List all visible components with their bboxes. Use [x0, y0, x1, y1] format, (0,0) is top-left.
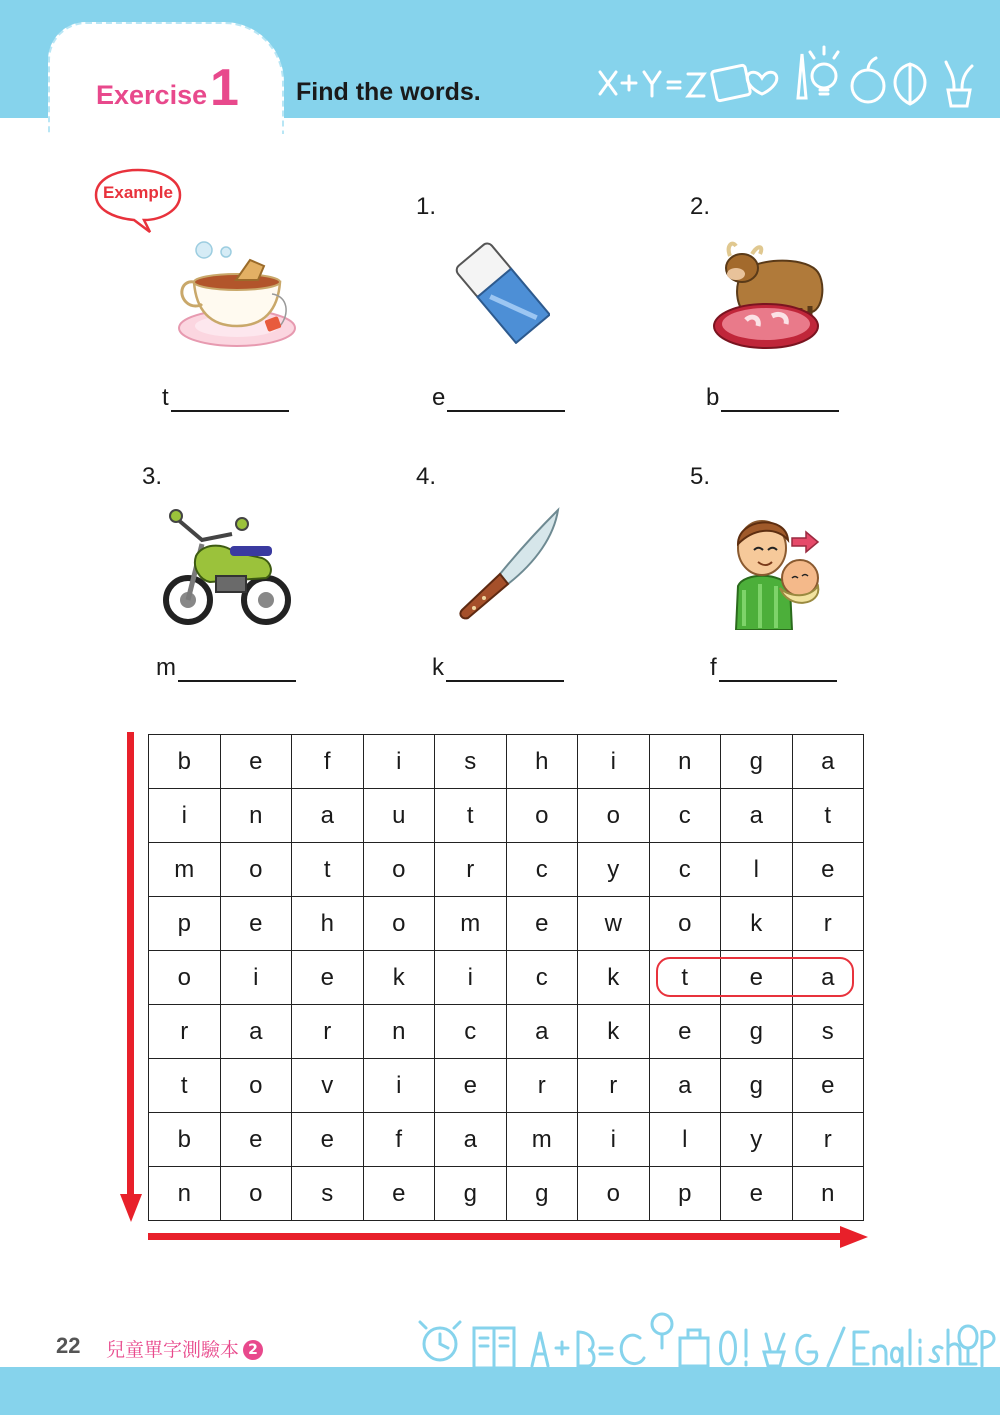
- item-number-5: 5.: [690, 463, 711, 490]
- volume-badge: 2: [243, 1340, 263, 1360]
- grid-cell[interactable]: o: [649, 897, 721, 951]
- grid-cell[interactable]: h: [292, 897, 364, 951]
- answer-first-letter: e: [432, 384, 446, 411]
- grid-cell[interactable]: r: [578, 1059, 650, 1113]
- grid-cell[interactable]: e: [649, 1005, 721, 1059]
- grid-cell[interactable]: r: [792, 897, 864, 951]
- grid-cell[interactable]: t: [649, 951, 721, 1005]
- grid-cell[interactable]: e: [292, 1113, 364, 1167]
- eraser-icon: [454, 240, 550, 344]
- grid-cell[interactable]: r: [435, 843, 507, 897]
- answer-blank[interactable]: [178, 656, 296, 682]
- exercise-label: Exercise: [96, 80, 208, 110]
- father-baby-icon: [730, 506, 830, 630]
- grid-cell[interactable]: n: [792, 1167, 864, 1221]
- grid-cell[interactable]: e: [792, 1059, 864, 1113]
- grid-row: [149, 1113, 864, 1167]
- grid-cell[interactable]: e: [220, 1113, 292, 1167]
- grid-cell[interactable]: g: [721, 1005, 793, 1059]
- grid-cell[interactable]: l: [721, 843, 793, 897]
- answer-line-2: [706, 384, 839, 412]
- answer-blank[interactable]: [719, 656, 837, 682]
- grid-cell[interactable]: i: [220, 951, 292, 1005]
- book-title-text: 兒童單字測驗本: [106, 1339, 240, 1361]
- grid-cell[interactable]: a: [435, 1113, 507, 1167]
- grid-cell[interactable]: r: [149, 1005, 221, 1059]
- grid-cell[interactable]: a: [792, 735, 864, 789]
- grid-cell[interactable]: r: [506, 1059, 578, 1113]
- grid-cell[interactable]: u: [363, 789, 435, 843]
- exercise-tab: [48, 22, 284, 134]
- grid-cell[interactable]: e: [721, 1167, 793, 1221]
- grid-cell[interactable]: a: [649, 1059, 721, 1113]
- book-title: [106, 1335, 263, 1362]
- grid-cell[interactable]: o: [220, 1059, 292, 1113]
- answer-line-1: [432, 384, 565, 412]
- answer-first-letter: m: [156, 654, 176, 681]
- grid-cell[interactable]: o: [578, 789, 650, 843]
- grid-cell[interactable]: w: [578, 897, 650, 951]
- grid-cell[interactable]: l: [649, 1113, 721, 1167]
- instruction-text: Find the words.: [296, 78, 481, 106]
- answer-line-3: [156, 654, 296, 682]
- grid-cell[interactable]: a: [292, 789, 364, 843]
- beef-cow-icon: [712, 234, 830, 354]
- grid-cell[interactable]: v: [292, 1059, 364, 1113]
- grid-cell[interactable]: t: [792, 789, 864, 843]
- answer-line-example: [162, 384, 289, 412]
- grid-cell[interactable]: e: [220, 897, 292, 951]
- answer-line-5: [710, 654, 837, 682]
- grid-cell[interactable]: y: [721, 1113, 793, 1167]
- answer-blank[interactable]: [171, 386, 289, 412]
- grid-cell[interactable]: k: [578, 951, 650, 1005]
- grid-cell[interactable]: e: [435, 1059, 507, 1113]
- grid-cell[interactable]: s: [435, 735, 507, 789]
- grid-cell[interactable]: n: [649, 735, 721, 789]
- answer-blank[interactable]: [447, 386, 565, 412]
- grid-cell[interactable]: c: [649, 843, 721, 897]
- grid-row: [149, 1059, 864, 1113]
- grid-cell[interactable]: a: [721, 789, 793, 843]
- grid-cell[interactable]: g: [435, 1167, 507, 1221]
- grid-cell[interactable]: o: [363, 843, 435, 897]
- grid-row: [149, 1167, 864, 1221]
- grid-cell[interactable]: e: [721, 951, 793, 1005]
- example-label: Example: [103, 183, 173, 202]
- item-number-2: 2.: [690, 193, 711, 220]
- answer-first-letter: b: [706, 384, 720, 411]
- grid-cell[interactable]: o: [363, 897, 435, 951]
- grid-cell[interactable]: r: [792, 1113, 864, 1167]
- grid-cell[interactable]: n: [220, 789, 292, 843]
- grid-cell[interactable]: y: [578, 843, 650, 897]
- answer-line-4: [432, 654, 564, 682]
- grid-cell[interactable]: t: [435, 789, 507, 843]
- grid-row: [149, 897, 864, 951]
- grid-cell[interactable]: m: [506, 1113, 578, 1167]
- grid-cell[interactable]: f: [363, 1113, 435, 1167]
- footer-doodles-icon: [396, 1308, 996, 1370]
- grid-cell[interactable]: b: [149, 735, 221, 789]
- grid-cell[interactable]: a: [220, 1005, 292, 1059]
- grid-cell[interactable]: k: [363, 951, 435, 1005]
- page-number: 22: [56, 1333, 81, 1358]
- grid-cell[interactable]: e: [220, 735, 292, 789]
- grid-cell[interactable]: g: [721, 1059, 793, 1113]
- answer-blank[interactable]: [446, 656, 564, 682]
- grid-cell[interactable]: n: [149, 1167, 221, 1221]
- grid-cell[interactable]: t: [149, 1059, 221, 1113]
- grid-cell[interactable]: i: [435, 951, 507, 1005]
- grid-cell[interactable]: g: [721, 735, 793, 789]
- grid-cell[interactable]: n: [363, 1005, 435, 1059]
- grid-cell[interactable]: f: [292, 735, 364, 789]
- grid-cell[interactable]: c: [506, 843, 578, 897]
- knife-icon: [456, 506, 562, 622]
- grid-cell[interactable]: b: [149, 1113, 221, 1167]
- motorcycle-icon: [162, 504, 292, 628]
- right-arrow-icon: [148, 1226, 870, 1248]
- grid-cell[interactable]: i: [363, 1059, 435, 1113]
- grid-cell[interactable]: o: [149, 951, 221, 1005]
- grid-cell[interactable]: a: [792, 951, 864, 1005]
- grid-cell[interactable]: c: [435, 1005, 507, 1059]
- tea-cup-icon: [176, 236, 298, 352]
- answer-first-letter: f: [710, 654, 717, 681]
- item-number-3: 3.: [142, 463, 163, 490]
- grid-cell[interactable]: o: [578, 1167, 650, 1221]
- grid-cell[interactable]: p: [149, 897, 221, 951]
- answer-first-letter: k: [432, 654, 444, 681]
- grid-cell[interactable]: o: [220, 1167, 292, 1221]
- grid-cell[interactable]: k: [578, 1005, 650, 1059]
- found-word-circle: [656, 957, 854, 997]
- grid-cell[interactable]: i: [149, 789, 221, 843]
- grid-cell[interactable]: m: [149, 843, 221, 897]
- grid-cell[interactable]: g: [506, 1167, 578, 1221]
- grid-cell[interactable]: s: [792, 1005, 864, 1059]
- grid-cell[interactable]: a: [506, 1005, 578, 1059]
- grid-cell[interactable]: e: [506, 897, 578, 951]
- grid-cell[interactable]: i: [578, 735, 650, 789]
- grid-cell[interactable]: i: [363, 735, 435, 789]
- grid-row: [149, 735, 864, 789]
- grid-cell[interactable]: s: [292, 1167, 364, 1221]
- grid-cell[interactable]: e: [292, 951, 364, 1005]
- down-arrow-icon: [120, 732, 142, 1224]
- grid-cell[interactable]: p: [649, 1167, 721, 1221]
- grid-cell[interactable]: i: [578, 1113, 650, 1167]
- item-number-4: 4.: [416, 463, 437, 490]
- exercise-number: 1: [210, 59, 239, 117]
- grid-cell[interactable]: e: [363, 1167, 435, 1221]
- grid-cell[interactable]: o: [506, 789, 578, 843]
- grid-cell[interactable]: m: [435, 897, 507, 951]
- answer-blank[interactable]: [721, 386, 839, 412]
- grid-cell[interactable]: c: [506, 951, 578, 1005]
- grid-cell[interactable]: k: [721, 897, 793, 951]
- header-doodles-icon: [592, 42, 982, 114]
- grid-row: [149, 789, 864, 843]
- grid-cell[interactable]: t: [292, 843, 364, 897]
- footer-band: [0, 1367, 1000, 1415]
- grid-cell[interactable]: c: [649, 789, 721, 843]
- grid-cell[interactable]: o: [220, 843, 292, 897]
- grid-cell[interactable]: r: [292, 1005, 364, 1059]
- grid-row: [149, 843, 864, 897]
- example-badge: [94, 168, 182, 222]
- grid-row: [149, 1005, 864, 1059]
- item-number-1: 1.: [416, 193, 437, 220]
- grid-cell[interactable]: h: [506, 735, 578, 789]
- grid-cell[interactable]: e: [792, 843, 864, 897]
- answer-first-letter: t: [162, 384, 169, 411]
